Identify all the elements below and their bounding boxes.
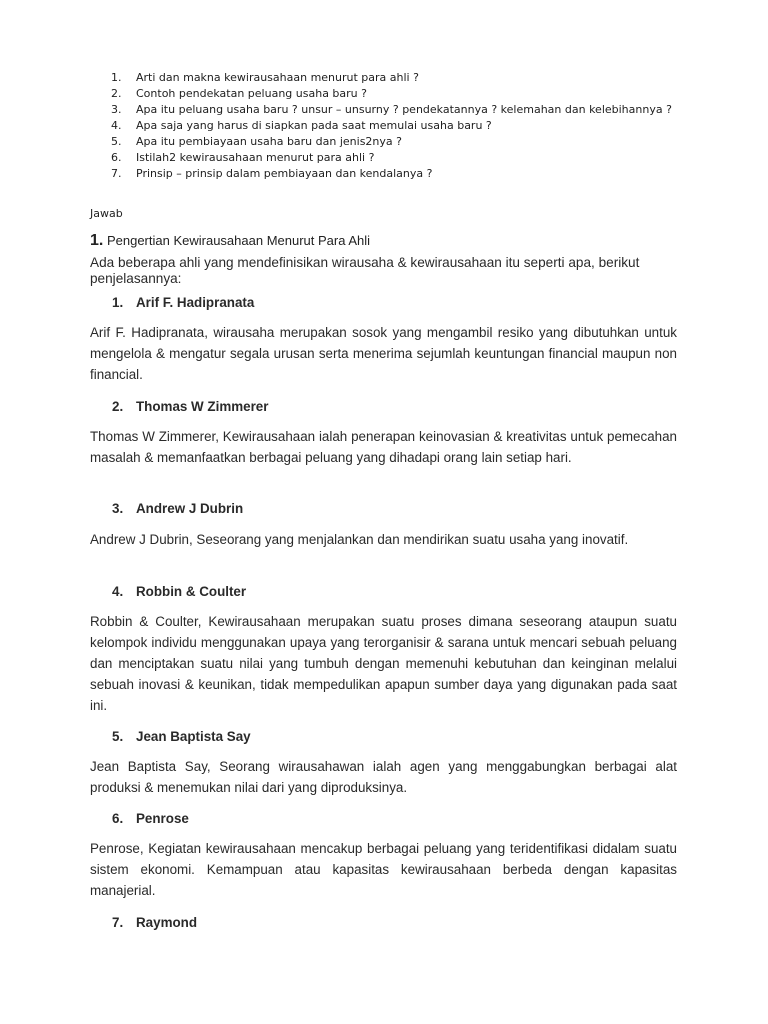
heading-number: 1.	[90, 232, 104, 249]
question-item	[0, 118, 768, 134]
expert-number: 3.	[112, 501, 124, 516]
expert-description: Robbin & Coulter, Kewirausahaan merupakan suatu proses dimana seseorang ataupun suatu kelompok individu menggunakan upaya yang terorganisir & sarana untuk mencari sebuah peluang dan menciptakan suatu nilai yang tumbuh dengan memenuhi kebutuhan dan keinginan melalui sebuah inovasi & keunikan, tidak mempedulikan apapun sumber daya yang digunakan pada saat ini.	[90, 614, 677, 713]
expert-name: Andrew J Dubrin	[136, 501, 244, 516]
expert-description: Arif F. Hadipranata, wirausaha merupakan sosok yang mengambil resiko yang dibutuhkan untuk mengelola & mengatur segala urusan serta menerima sejumlah keuntungan financial maupun non financial.	[90, 325, 677, 382]
expert-number: 4.	[112, 584, 124, 599]
expert-title	[112, 501, 243, 516]
question-number: 5.	[111, 135, 122, 148]
expert-name: Jean Baptista Say	[136, 729, 251, 744]
question-text: Apa saja yang harus di siapkan pada saat memulai usaha baru ?	[136, 119, 492, 132]
question-text: Arti dan makna kewirausahaan menurut para ahli ?	[136, 71, 419, 84]
expert-description: Penrose, Kegiatan kewirausahaan mencakup berbagai peluang yang teridentifikasi didalam suatu sistem ekonomi. Kemampuan atau kapasitas kewirausahaan berbeda dengan kapasitas manajerial.	[90, 841, 677, 898]
expert-number: 1.	[112, 295, 124, 310]
question-number: 7.	[111, 167, 122, 180]
heading-text: Pengertian Kewirausahaan Menurut Para Ahli	[106, 233, 371, 248]
question-text: Apa itu pembiayaan usaha baru dan jenis2nya ?	[136, 135, 402, 148]
expert-title	[112, 584, 246, 599]
expert-number: 6.	[112, 811, 124, 826]
expert-number: 5.	[112, 729, 124, 744]
answer-label: Jawab	[90, 207, 123, 220]
expert-name: Thomas W Zimmerer	[136, 399, 269, 414]
section-heading	[90, 232, 370, 250]
question-item	[0, 166, 768, 182]
expert-title	[112, 729, 251, 744]
expert-name: Arif F. Hadipranata	[136, 295, 255, 310]
question-text: Contoh pendekatan peluang usaha baru ?	[136, 87, 367, 100]
question-item	[0, 70, 768, 86]
expert-title	[112, 399, 268, 414]
expert-title	[112, 811, 189, 826]
expert-description: Thomas W Zimmerer, Kewirausahaan ialah penerapan keinovasian & kreativitas untuk pemecahan masalah & memanfaatkan berbagai peluang yang dihadapi orang lain setiap hari.	[90, 429, 677, 465]
expert-title	[112, 295, 254, 310]
expert-name: Penrose	[136, 811, 189, 826]
question-text: Istilah2 kewirausahaan menurut para ahli ?	[136, 151, 375, 164]
question-item	[0, 134, 768, 150]
expert-name: Robbin & Coulter	[136, 584, 247, 599]
question-number: 4.	[111, 119, 122, 132]
question-number: 2.	[111, 87, 122, 100]
expert-description: Andrew J Dubrin, Seseorang yang menjalankan dan mendirikan suatu usaha yang inovatif.	[90, 532, 629, 547]
expert-title	[112, 915, 197, 930]
intro-paragraph: Ada beberapa ahli yang mendefinisikan wirausaha & kewirausahaan itu seperti apa, berikut penjelasannya:	[90, 255, 640, 286]
expert-description: Jean Baptista Say, Seorang wirausahawan ialah agen yang menggabungkan berbagai alat produksi & menemukan nilai dari yang diproduksinya.	[90, 759, 677, 795]
expert-number: 2.	[112, 399, 124, 414]
question-number: 1.	[111, 71, 122, 84]
question-text: Prinsip – prinsip dalam pembiayaan dan kendalanya ?	[136, 167, 433, 180]
expert-number: 7.	[112, 915, 124, 930]
question-text: Apa itu peluang usaha baru ? unsur – unsurny ? pendekatannya ? kelemahan dan kelebihannya ?	[136, 103, 672, 116]
question-number: 3.	[111, 103, 122, 116]
expert-name: Raymond	[136, 915, 198, 930]
question-number: 6.	[111, 151, 122, 164]
question-item	[0, 86, 768, 102]
question-item	[0, 150, 768, 166]
question-list	[0, 70, 768, 182]
question-item	[0, 102, 768, 118]
